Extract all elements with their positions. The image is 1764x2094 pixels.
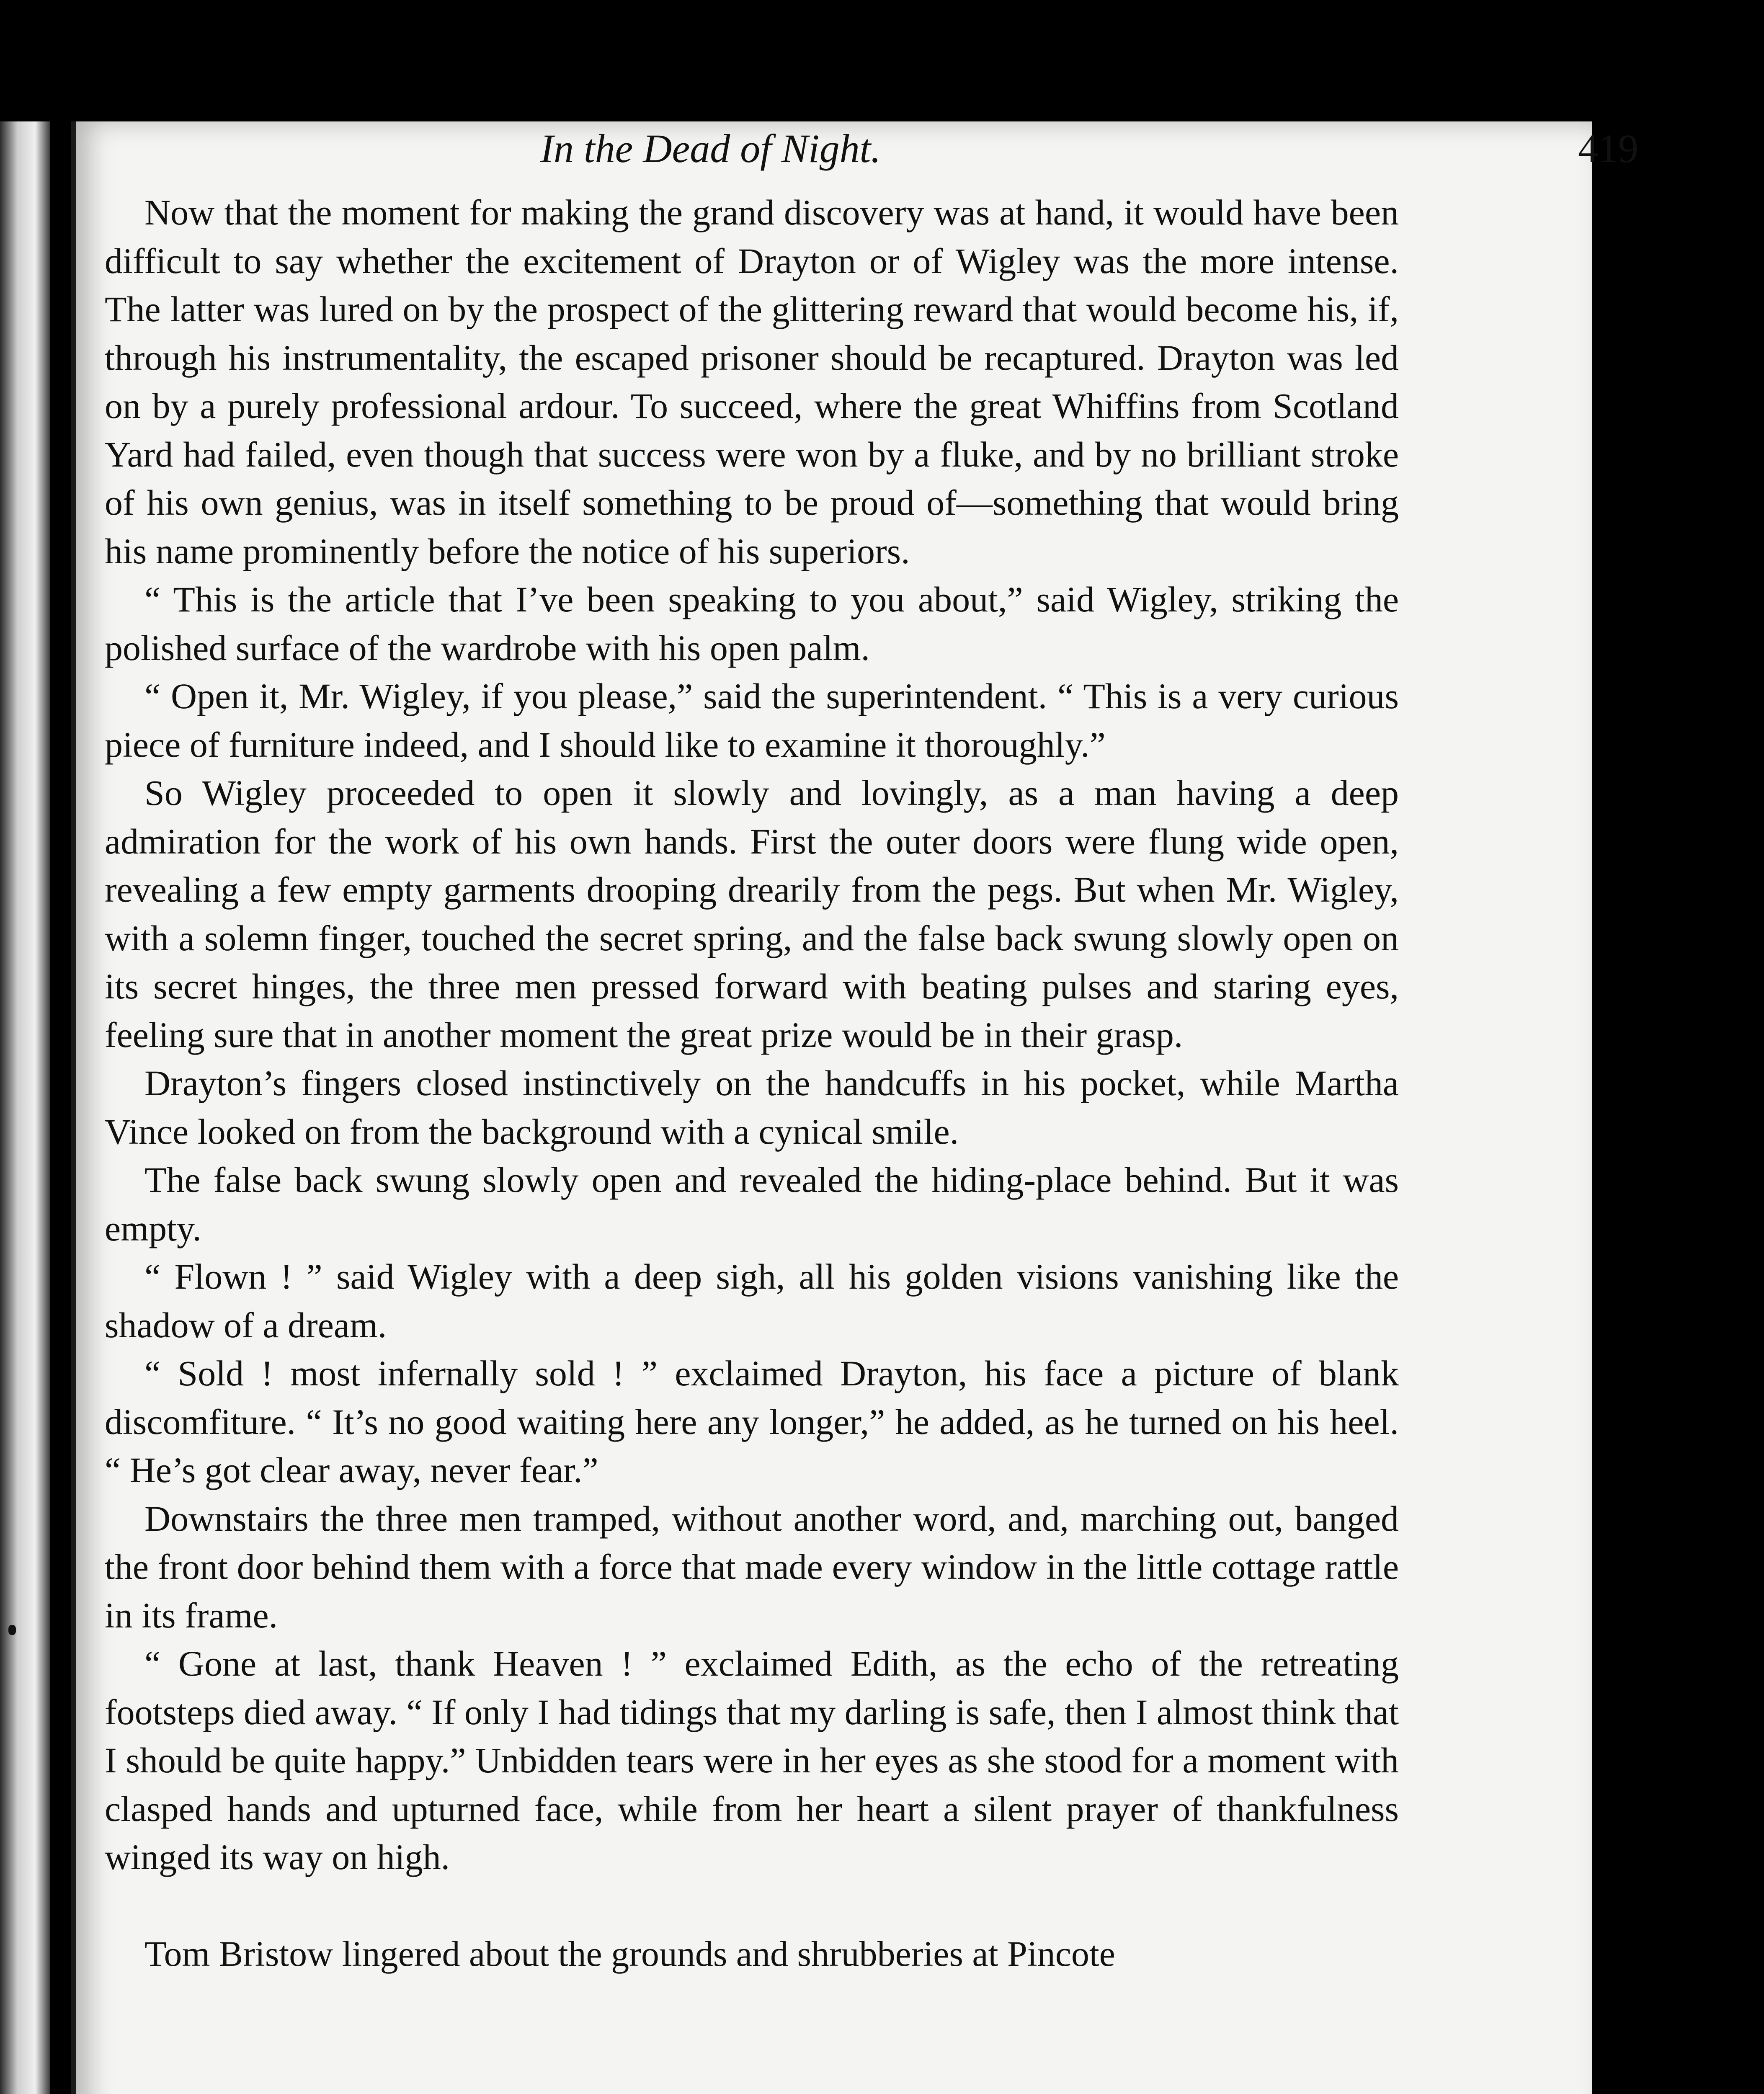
paragraph: Now that the moment for making the grand discovery was at hand, it would have been difficult to say whether the excitement of Drayton or of Wigley was the more intense. The latter was lured on by the prospect of the glittering reward that would become his, if, through his instrumentality, the escaped prisoner should be recaptured. Drayton was led on by a purely professional ardour. To succeed, where the great Whiffins from Scotland Yard had failed, even though that success were won by a fluke, and by no brilliant stroke of his own genius, was in itself something to be proud of—something that would bring his name prominently before the notice of his superiors. bbox=[105, 192, 1399, 571]
paragraph: “ Flown ! ” said Wigley with a deep sigh, all his golden visions vanishing like the shadow of a dream. bbox=[105, 1256, 1399, 1345]
running-head: In the Dead of Night. bbox=[540, 126, 881, 171]
paragraph: The false back swung slowly open and revealed the hiding-place behind. But it was empty. bbox=[105, 1160, 1399, 1248]
previous-page-edge bbox=[0, 121, 50, 2094]
paragraph: “ Sold ! most infernally sold ! ” exclaimed Drayton, his face a picture of blank discomfiture. “ It’s no good waiting here any longer,” he added, as he turned on his heel. “ He’s got clear away, never fear.” bbox=[105, 1353, 1399, 1490]
paragraph: Downstairs the three men tramped, without another word, and, marching out, banged the front door behind them with a force that made every window in the little cottage rattle in its frame. bbox=[105, 1498, 1399, 1635]
page-header bbox=[0, 121, 1764, 180]
page-number: 419 bbox=[1578, 126, 1638, 171]
paragraph: So Wigley proceeded to open it slowly and lovingly, as a man having a deep admiration for the work of his own hands. First the outer doors were flung wide open, revealing a few empty garments drooping drearily from the pegs. But when Mr. Wigley, with a solemn finger, touched the secret spring, and the false back swung slowly open on its secret hinges, the three men pressed forward with beating pulses and staring eyes, feeling sure that in another moment the great prize would be in their grasp. bbox=[105, 773, 1399, 1055]
ink-speck bbox=[8, 1625, 16, 1635]
paragraph: Tom Bristow lingered about the grounds and shrubberies at Pincote bbox=[144, 1933, 1115, 1974]
paragraph: “ Open it, Mr. Wigley, if you please,” said the superintendent. “ This is a very curious piece of furniture indeed, and I should like to examine it thoroughly.” bbox=[105, 676, 1399, 765]
paragraph: “ Gone at last, thank Heaven ! ” exclaimed Edith, as the echo of the retreating footsteps died away. “ If only I had tidings that my darling is safe, then I almost think that I should be quite happy.” Unbidden tears were in her eyes as she stood for a moment with clasped hands and upturned face, while from her heart a silent prayer of thankfulness winged its way on high. bbox=[105, 1643, 1399, 1877]
body-text bbox=[105, 188, 1399, 1978]
paragraph: “ This is the article that I’ve been speaking to you about,” said Wigley, striking the polished surface of the wardrobe with his open palm. bbox=[105, 579, 1399, 668]
paragraph: Drayton’s fingers closed instinctively on the handcuffs in his pocket, while Martha Vince looked on from the background with a cynical smile. bbox=[105, 1063, 1399, 1152]
